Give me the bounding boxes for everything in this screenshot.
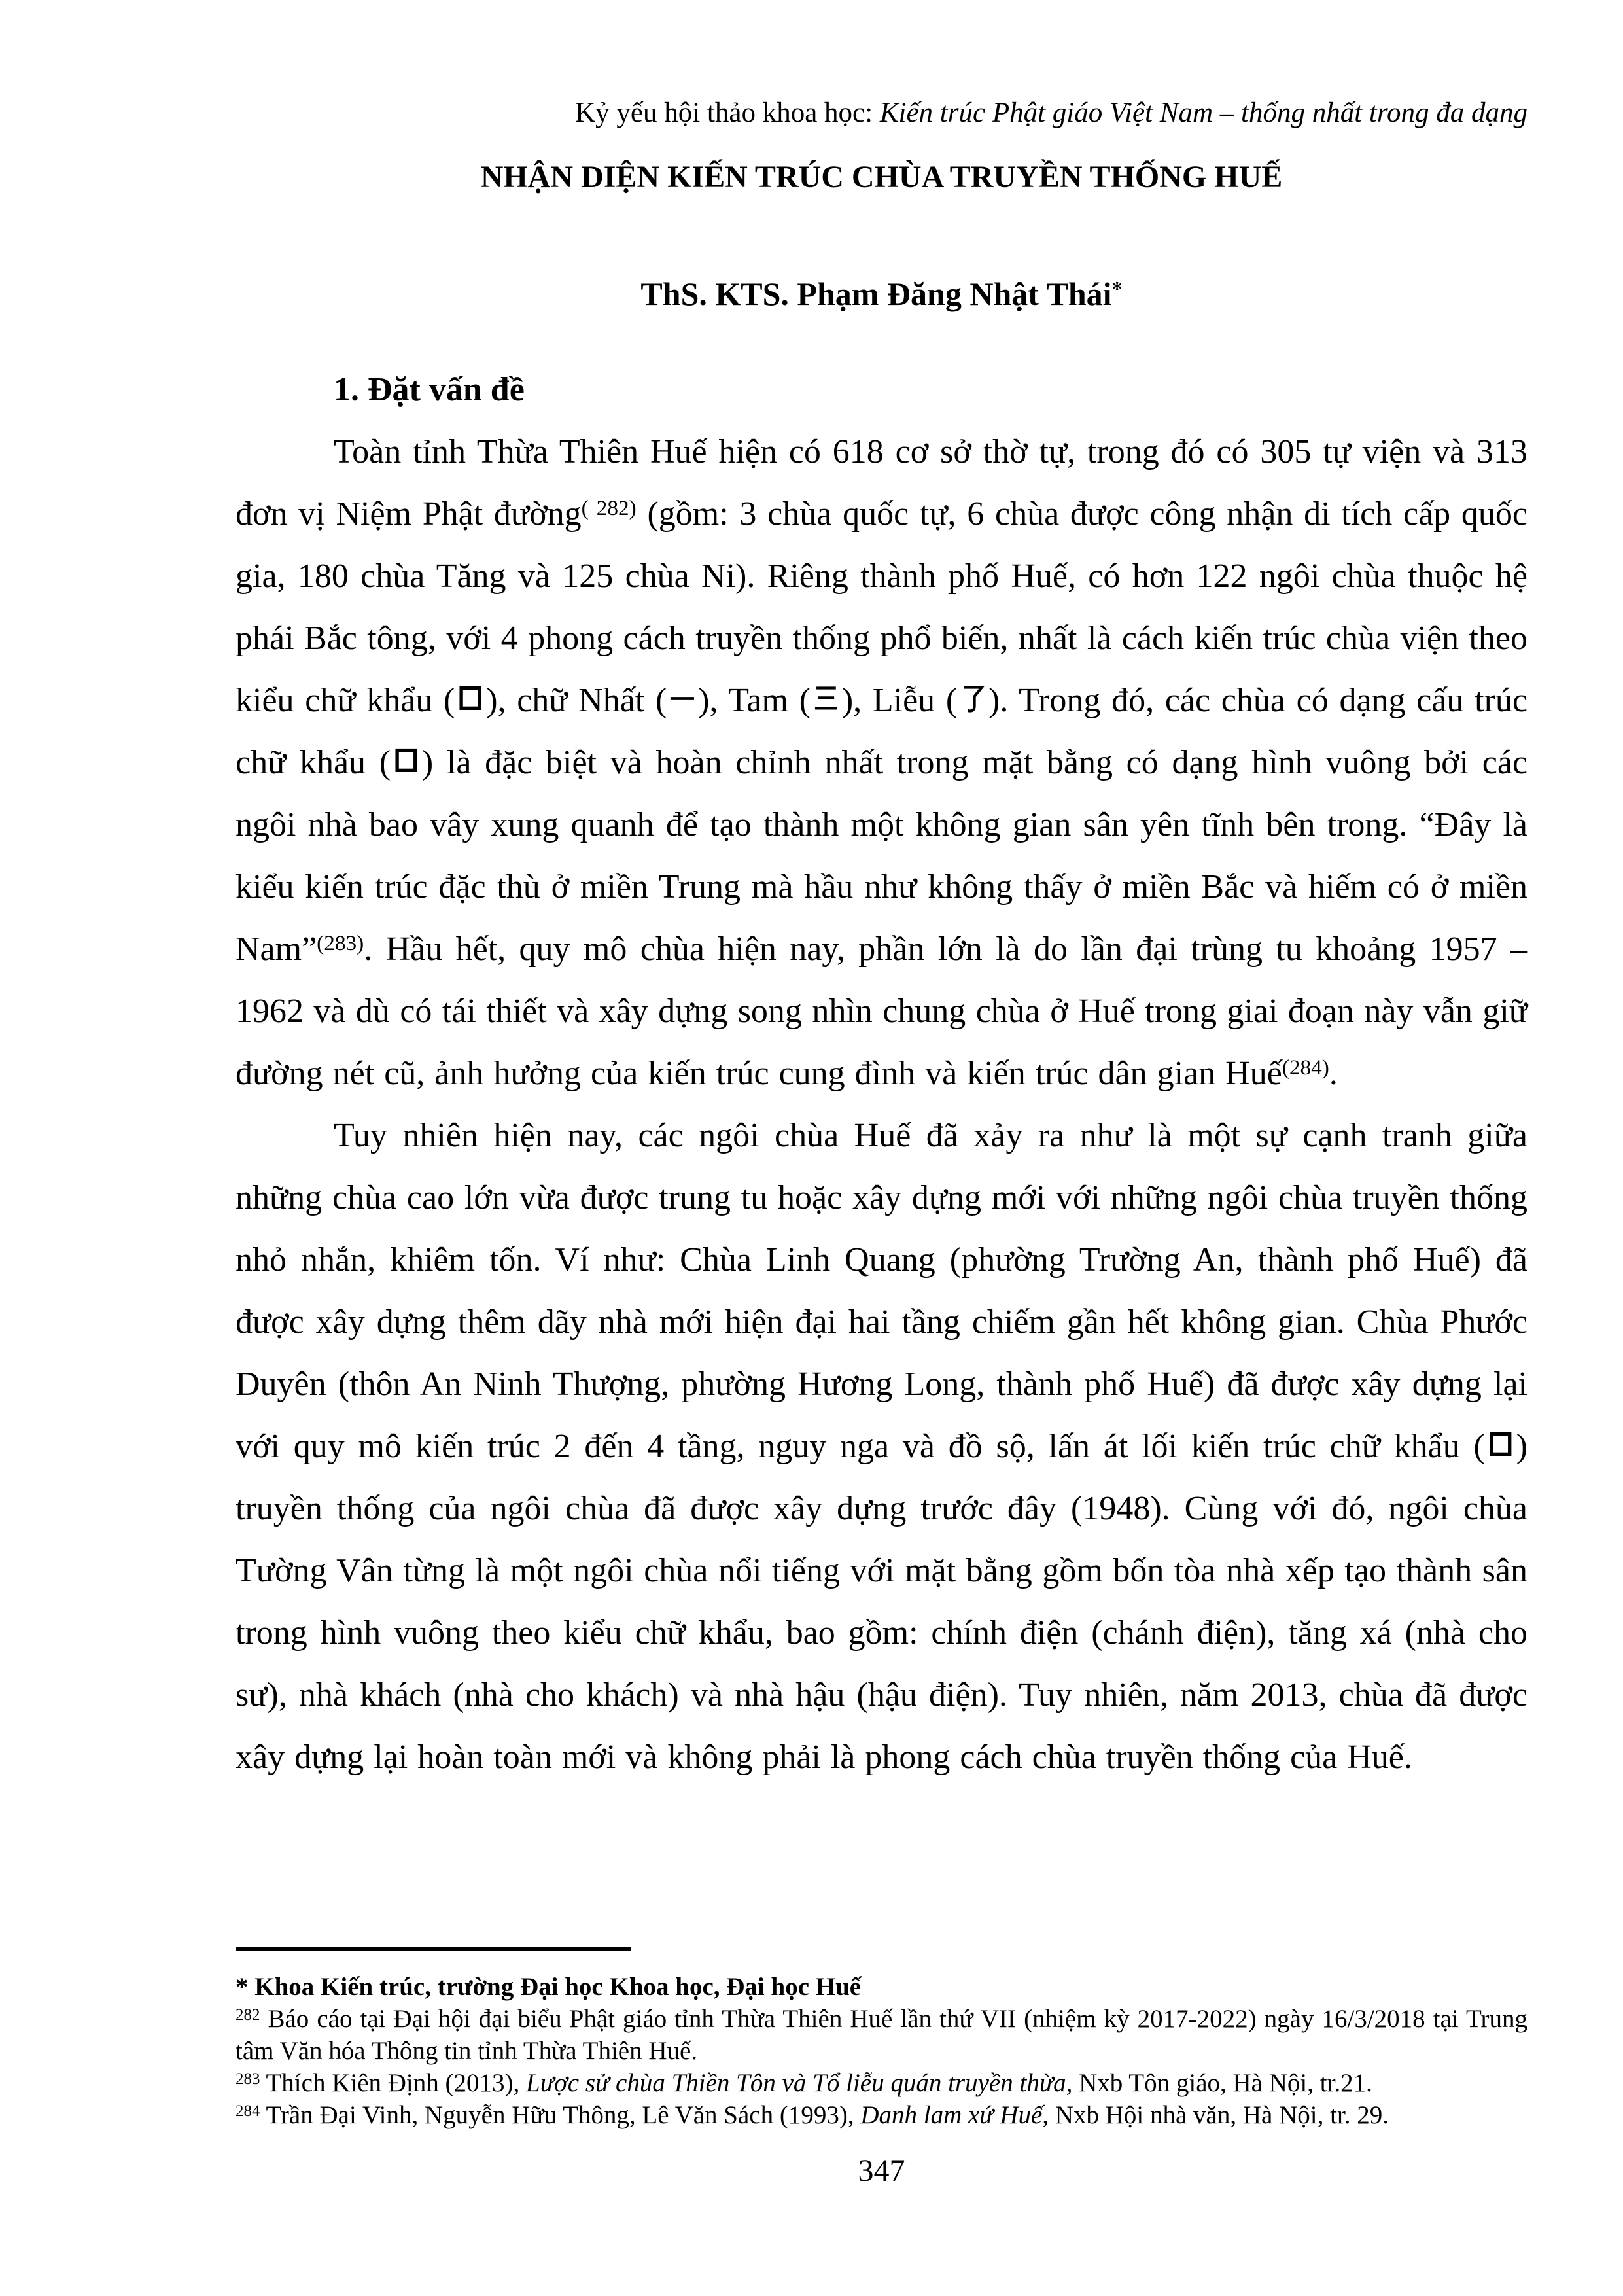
author-footnote-mark: * — [1111, 276, 1123, 300]
section-heading: 1. Đặt vấn đề — [334, 371, 525, 408]
footnote-number-284: 284 — [236, 2102, 260, 2120]
footnote-284 — [236, 2099, 1527, 2131]
han-tam-glyph — [811, 682, 842, 715]
text-run: . — [1329, 1055, 1338, 1092]
han-khau-glyph — [1485, 1428, 1516, 1461]
footnote-number-282: 282 — [236, 2005, 260, 2024]
footnote-number-283: 283 — [236, 2070, 260, 2088]
page-title: NHẬN DIỆN KIẾN TRÚC CHÙA TRUYỀN THỐNG HUẾ — [480, 160, 1283, 194]
text-run: . Hầu hết, quy mô chùa hiện nay, phần lớn là do lần đại trùng tu khoảng 1957 – 1962 và dù có tái thiết và xây dựng song nhìn chung chùa ở Huế trong giai đoạn này vẫn giữ đường nét cũ, ảnh hưởng của kiến trúc cung đình và kiến trúc dân gian Huế — [236, 930, 1527, 1092]
text-run: Tuy nhiên hiện nay, các ngôi chùa Huế đã xảy ra như là một sự cạnh tranh giữa những chùa cao lớn vừa được trung tu hoặc xây dựng mới với những ngôi chùa truyền thống nhỏ nhắn, khiêm tốn. Ví như: Chùa Linh Quang (phường Trường An, thành phố Huế) đã được xây dựng thêm dãy nhà mới hiện đại hai tầng chiếm gần hết không gian. Chùa Phước Duyên (thôn An Ninh Thượng, phường Hương Long, thành phố Huế) đã được xây dựng lại với quy mô kiến trúc 2 đến 4 tầng, nguy nga và đồ sộ, lấn át lối kiến trúc chữ khẩu ( ) truyền thống của ngôi chùa đã được xây dựng trước đây (1948). Cùng với đó, ngôi chùa Tường Vân từng là một ngôi chùa nổi tiếng với mặt bằng gồm bốn tòa nhà xếp tạo thành sân trong hình vuông theo kiểu chữ khẩu, bao gồm: chính điện (chánh điện), tăng xá (nhà cho sư), nhà khách (nhà cho khách) và nhà hậu (hậu điện). Tuy nhiên, năm 2013, chùa đã được xây dựng lại hoàn toàn mới và không phải là phong cách chùa truyền thống của Huế. — [236, 1117, 1527, 1776]
text-run: Danh lam xứ Huế, — [860, 2101, 1049, 2129]
paragraph-1 — [236, 421, 1527, 1104]
text-run: * Khoa Kiến trúc, trường Đại học Khoa học, Đại học Huế — [236, 1973, 862, 2001]
article-body — [236, 359, 1527, 1788]
text-run: (gồm: 3 chùa quốc tự, 6 chùa được công nhận di tích cấp quốc gia, 180 chùa Tăng và 125 chùa Ni). Riêng thành phố Huế, có hơn 122 ngôi chùa thuộc hệ phái Bắc tông, với 4 phong cách truyền thống phổ biến, nhất là cách kiến trúc chùa viện theo kiểu chữ khẩu ( ), chữ Nhất ( ), Tam ( ), Liễu ( ). Trong đó, các chùa có dạng cấu trúc chữ khẩu ( ) là đặc biệt và hoàn chỉnh nhất trong mặt bằng có dạng hình vuông bởi các ngôi nhà bao vây xung quanh để tạo thành một không gian sân yên tĩnh bên trong. “Đây là kiểu kiến trúc đặc thù ở miền Trung mà hầu như không thấy ở miền Bắc và hiếm có ở miền Nam” — [236, 495, 1527, 968]
text-run: Trần Đại Vinh, Nguyễn Hữu Thông, Lê Văn Sách (1993), — [260, 2101, 861, 2129]
text-run: Thích Kiên Định (2013), — [260, 2069, 526, 2097]
footnote-affiliation — [236, 1971, 1527, 2003]
han-lieu-glyph — [957, 682, 988, 715]
page-number: 347 — [858, 2153, 905, 2188]
text-run: ThS. KTS. Phạm Đăng Nhật Thái — [640, 275, 1112, 312]
footnote-separator — [236, 1947, 631, 1951]
footnote-ref-282: ( 282) — [581, 496, 637, 521]
text-run: Kỷ yếu hội thảo khoa học: — [575, 97, 880, 128]
text-run: Lược sử chùa Thiền Tôn và Tổ liễu quán truyền thừa — [526, 2069, 1066, 2097]
running-header — [236, 96, 1527, 131]
text-run: Báo cáo tại Đại hội đại biểu Phật giáo tỉnh Thừa Thiên Huế lần thứ VII (nhiệm kỳ 2017-2022) ngày 16/3/2018 tại Trung tâm Văn hóa Thông tin tỉnh Thừa Thiên Huế. — [236, 2005, 1527, 2065]
author-line — [236, 274, 1527, 314]
footnote-283 — [236, 2067, 1527, 2099]
text-run: , Nxb Tôn giáo, Hà Nội, tr.21. — [1066, 2069, 1372, 2097]
footnotes-block — [236, 1947, 1527, 2131]
text-run: Toàn tỉnh Thừa Thiên Huế hiện có 618 cơ sở thờ tự, trong đó có 305 tự viện và 313 đơn vị Niệm Phật đường — [236, 433, 1527, 533]
text-run: Kiến trúc Phật giáo Việt Nam – thống nhất trong đa dạng — [879, 97, 1527, 128]
footnote-282 — [236, 2003, 1527, 2067]
footnote-ref-284: (284) — [1282, 1055, 1329, 1080]
paragraph-2 — [236, 1104, 1527, 1788]
han-nhat-glyph — [667, 682, 698, 715]
text-run: Nxb Hội nhà văn, Hà Nội, tr. 29. — [1049, 2101, 1389, 2129]
footnote-ref-283: (283) — [317, 931, 364, 956]
han-khau-glyph — [455, 682, 486, 715]
han-khau-glyph — [391, 744, 422, 777]
